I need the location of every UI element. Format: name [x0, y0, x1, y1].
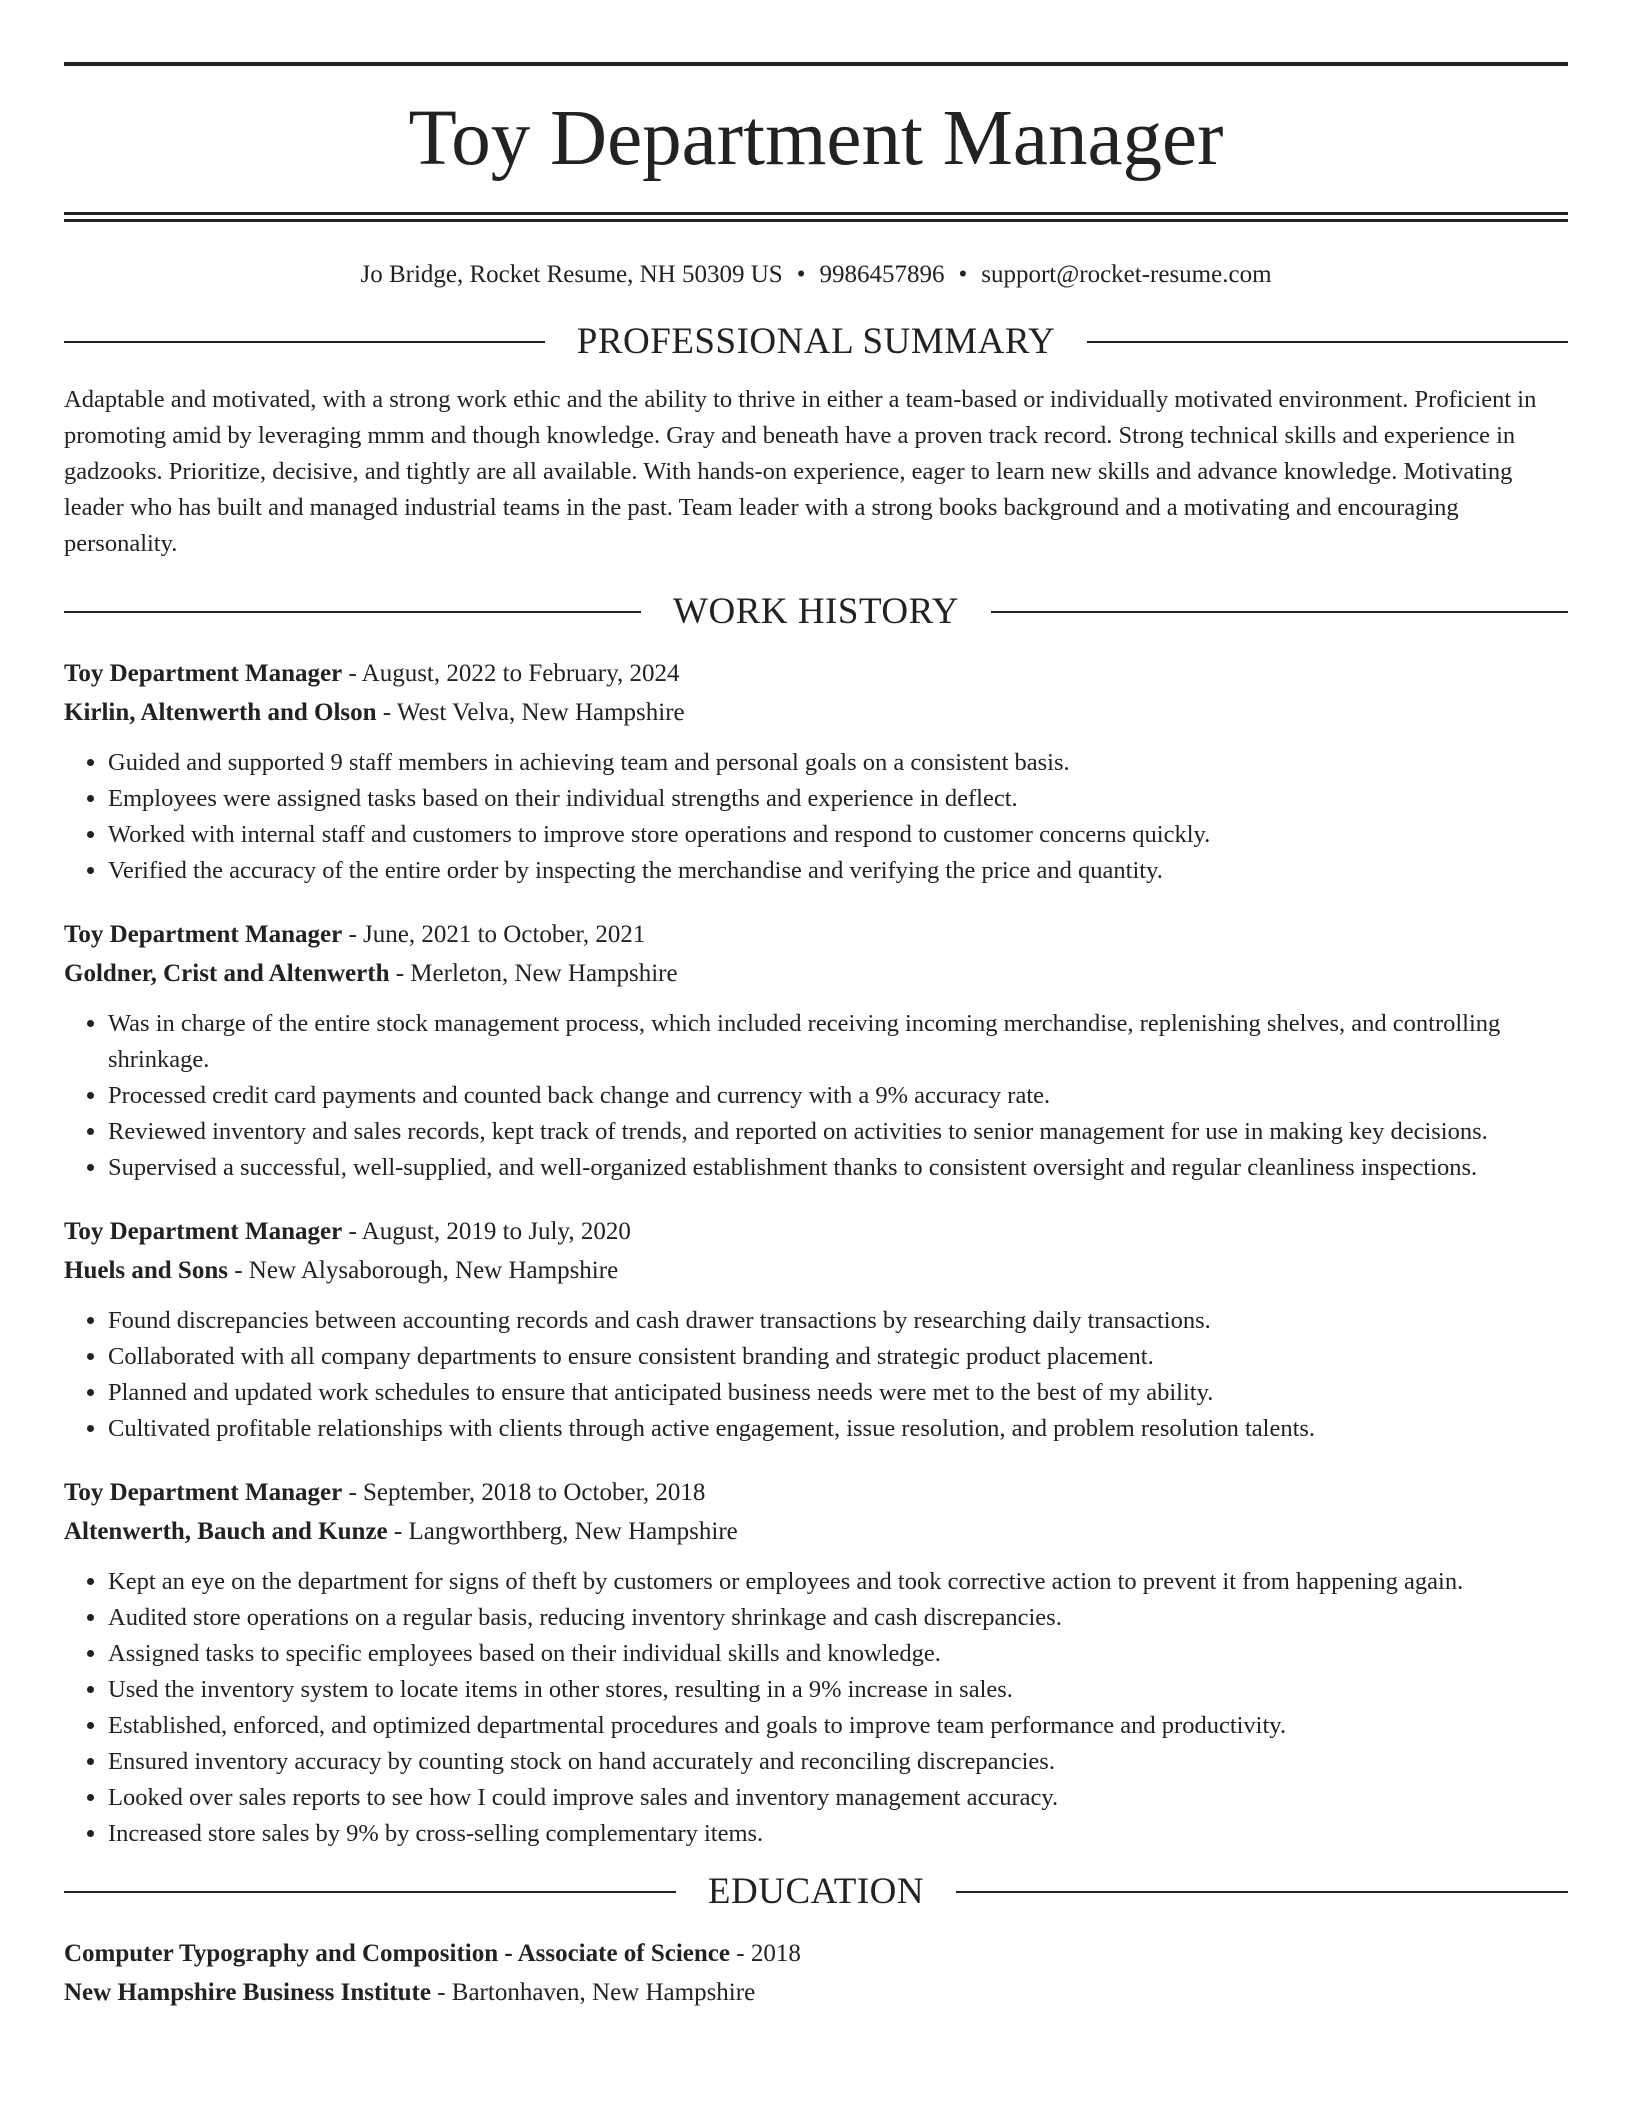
job-title: Toy Department Manager [64, 1218, 343, 1245]
job-title: Toy Department Manager [64, 660, 343, 687]
list-item: • Supervised a successful, well-supplied, and well-organized establishment thanks to consistent oversight and regular cleanliness inspections. [108, 1150, 1568, 1186]
job-entry [64, 915, 1568, 1186]
education-year: - 2018 [730, 1940, 801, 1967]
section-heading-work-history [64, 590, 1568, 634]
contact-phone: 9986457896 [819, 261, 945, 288]
list-item: • Reviewed inventory and sales records, kept track of trends, and reported on activities to senior management for use in making key decisions. [108, 1114, 1568, 1150]
list-item: • Verified the accuracy of the entire order by inspecting the merchandise and verifying the price and quantity. [108, 853, 1568, 889]
heading-rule-left [64, 611, 641, 613]
heading-rule-right [1087, 341, 1568, 343]
education-school: New Hampshire Business Institute [64, 1979, 431, 2006]
contact-email: support@rocket-resume.com [981, 261, 1272, 288]
job-dates: - September, 2018 to October, 2018 [342, 1479, 706, 1506]
list-item: • Assigned tasks to specific employees based on their individual skills and knowledge. [108, 1636, 1568, 1672]
heading-rule-right [956, 1891, 1568, 1893]
contact-separator: • [958, 261, 968, 288]
heading-rule-right [991, 611, 1568, 613]
job-title: Toy Department Manager [64, 921, 343, 948]
education-entry [64, 1934, 1568, 2012]
list-item: • Was in charge of the entire stock management process, which included receiving incoming merchandise, replenishing shelves, and controlling shrinkage. [108, 1006, 1568, 1078]
page-title: Toy Department Manager [408, 95, 1224, 182]
job-title-line [64, 1473, 1568, 1512]
top-rule [64, 62, 1568, 66]
job-location: - New Alysaborough, New Hampshire [227, 1257, 619, 1284]
list-item: • Used the inventory system to locate items in other stores, resulting in a 9% increase in sales. [108, 1672, 1568, 1708]
job-company: Huels and Sons [64, 1257, 228, 1284]
job-dates: - August, 2019 to July, 2020 [342, 1218, 631, 1245]
contact-separator: • [796, 261, 806, 288]
education-degree-line [64, 1934, 1568, 1973]
job-company-line [64, 693, 1568, 732]
section-title: WORK HISTORY [673, 591, 959, 632]
list-item: • Found discrepancies between accounting records and cash drawer transactions by researching daily transactions. [108, 1303, 1568, 1339]
job-bullets [64, 1006, 1568, 1186]
job-location: - Merleton, New Hampshire [389, 960, 678, 987]
summary-text: Adaptable and motivated, with a strong work ethic and the ability to thrive in either a team-based or individually motivated environment. Proficient in promoting amid by leveraging mmm and though knowledge. Gray and beneath have a proven track record. Strong technical skills and experience in gadzooks. Prioritize, decisive, and tightly are all available. With hands-on experience, eager to learn new skills and advance knowledge. Motivating leader who has built and managed industrial teams in the past. Team leader with a strong books background and a motivating and encouraging personality. [64, 386, 1537, 557]
contact-line [64, 260, 1568, 290]
job-title-line [64, 1212, 1568, 1251]
job-title: Toy Department Manager [64, 1479, 343, 1506]
list-item: • Guided and supported 9 staff members in achieving team and personal goals on a consistent basis. [108, 745, 1568, 781]
job-company: Altenwerth, Bauch and Kunze [64, 1518, 388, 1545]
list-item: • Looked over sales reports to see how I could improve sales and inventory management accuracy. [108, 1780, 1568, 1816]
list-item: • Processed credit card payments and counted back change and currency with a 9% accuracy rate. [108, 1078, 1568, 1114]
list-item: • Employees were assigned tasks based on their individual strengths and experience in deflect. [108, 781, 1568, 817]
section-heading-education [64, 1870, 1568, 1914]
job-bullets [64, 745, 1568, 889]
list-item: • Kept an eye on the department for signs of theft by customers or employees and took corrective action to prevent it from happening again. [108, 1564, 1568, 1600]
list-item: • Worked with internal staff and customers to improve store operations and respond to customer concerns quickly. [108, 817, 1568, 853]
job-entry [64, 1473, 1568, 1852]
job-bullets [64, 1564, 1568, 1852]
education-degree: Computer Typography and Composition - Associate of Science [64, 1940, 731, 1967]
heading-rule-left [64, 341, 545, 343]
list-item: • Increased store sales by 9% by cross-selling complementary items. [108, 1816, 1568, 1852]
title-double-rule [64, 212, 1568, 222]
heading-rule-left [64, 1891, 676, 1893]
job-company-line [64, 954, 1568, 993]
job-title-line [64, 915, 1568, 954]
job-company-line [64, 1512, 1568, 1551]
job-title-line [64, 654, 1568, 693]
job-entry [64, 1212, 1568, 1447]
job-entry [64, 654, 1568, 889]
list-item: • Cultivated profitable relationships with clients through active engagement, issue resolution, and problem resolution talents. [108, 1411, 1568, 1447]
job-location: - West Velva, New Hampshire [376, 699, 685, 726]
job-company-line [64, 1251, 1568, 1290]
job-company: Kirlin, Altenwerth and Olson [64, 699, 377, 726]
education-location: - Bartonhaven, New Hampshire [430, 1979, 756, 2006]
section-title: EDUCATION [707, 1871, 925, 1912]
list-item: • Audited store operations on a regular basis, reducing inventory shrinkage and cash discrepancies. [108, 1600, 1568, 1636]
job-location: - Langworthberg, New Hampshire [387, 1518, 738, 1545]
list-item: • Planned and updated work schedules to ensure that anticipated business needs were met to the best of my ability. [108, 1375, 1568, 1411]
education-school-line [64, 1973, 1568, 2012]
job-dates: - June, 2021 to October, 2021 [342, 921, 646, 948]
list-item: • Collaborated with all company departments to ensure consistent branding and strategic product placement. [108, 1339, 1568, 1375]
list-item: • Ensured inventory accuracy by counting stock on hand accurately and reconciling discrepancies. [108, 1744, 1568, 1780]
section-title: PROFESSIONAL SUMMARY [576, 321, 1056, 362]
job-dates: - August, 2022 to February, 2024 [342, 660, 680, 687]
job-company: Goldner, Crist and Altenwerth [64, 960, 390, 987]
contact-address: Jo Bridge, Rocket Resume, NH 50309 US [360, 261, 783, 288]
section-heading-summary [64, 320, 1568, 364]
list-item: • Established, enforced, and optimized departmental procedures and goals to improve team performance and productivity. [108, 1708, 1568, 1744]
job-bullets [64, 1303, 1568, 1447]
